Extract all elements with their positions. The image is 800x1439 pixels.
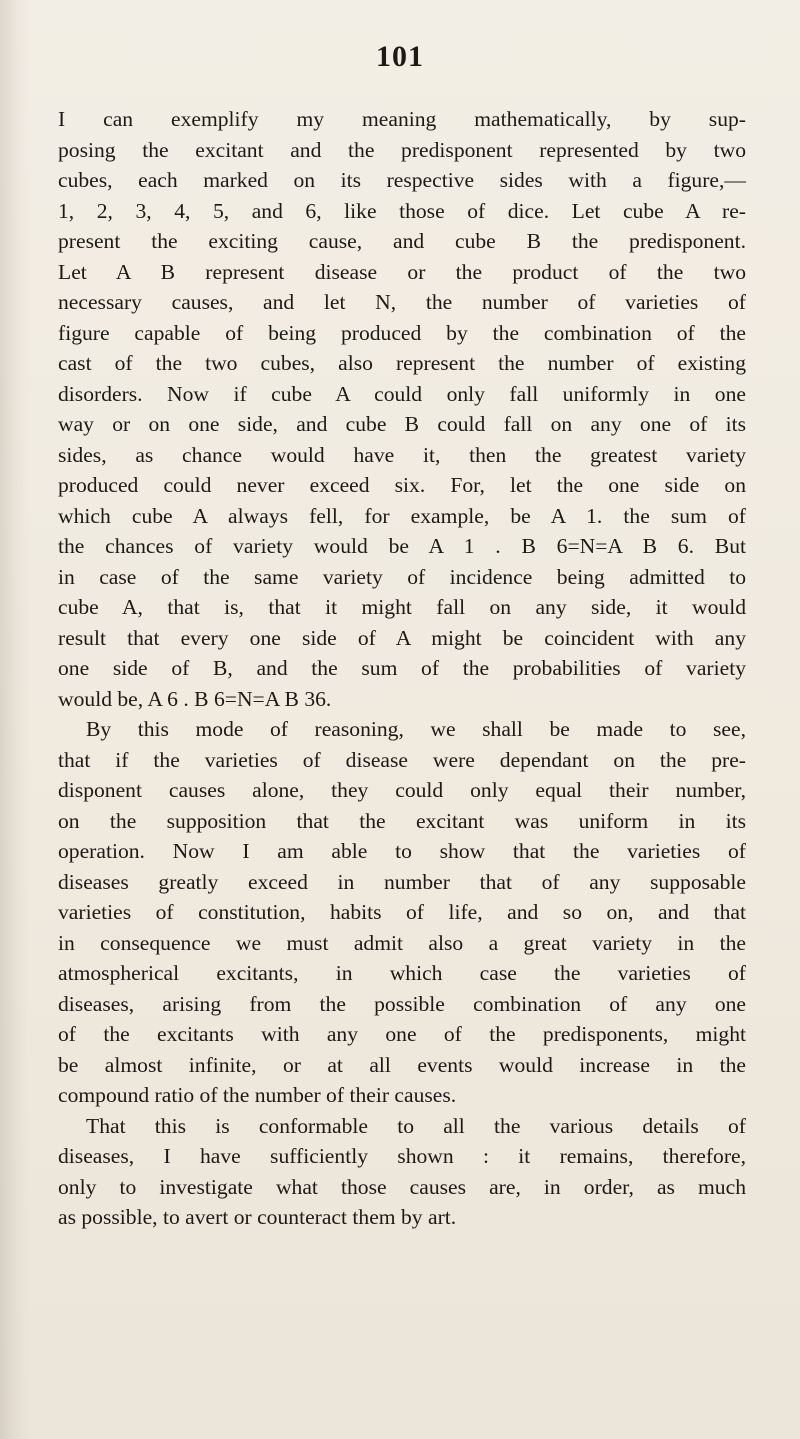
text-line: would be, A 6 . B 6=N=A B 36. — [58, 686, 332, 711]
text-line: one side of B, and the sum of the probabilities of variety — [58, 656, 746, 680]
paragraph-1 — [58, 104, 746, 714]
text-line: cube A, that is, that it might fall on any side, it would — [58, 595, 746, 619]
page-number: 101 — [376, 40, 424, 73]
text-line: varieties of constitution, habits of life, and so on, and that — [58, 900, 746, 924]
text-line: posing the excitant and the predisponent represented by two — [58, 137, 746, 162]
text-line: operation. Now I am able to show that the varieties of — [58, 839, 746, 863]
text-line: diseases, I have sufficiently shown : it remains, therefore, — [58, 1144, 746, 1168]
text-line: disponent causes alone, they could only equal their number, — [58, 778, 746, 802]
text-line: which cube A always fell, for example, be A 1. the sum of — [58, 503, 746, 528]
text-line: diseases greatly exceed in number that of any supposable — [58, 869, 746, 894]
text-line: sides, as chance would have it, then the greatest variety — [58, 442, 746, 467]
text-line: I can exemplify my meaning mathematically, by sup- — [58, 107, 746, 131]
text-line: cubes, each marked on its respective sides with a figure,— — [58, 168, 746, 192]
text-line: be almost infinite, or at all events would increase in the — [58, 1052, 746, 1077]
text-line: compound ratio of the number of their causes. — [58, 1083, 457, 1107]
text-line: the chances of variety would be A 1 . B 6=N=A B 6. But — [58, 534, 746, 558]
text-line: diseases, arising from the possible combination of any one — [58, 991, 746, 1016]
text-line: present the exciting cause, and cube B the predisponent. — [58, 229, 746, 253]
text-line: By this mode of reasoning, we shall be made to see, — [86, 717, 746, 741]
paragraph-2 — [58, 714, 746, 1111]
text-line: figure capable of being produced by the combination of the — [58, 320, 746, 345]
text-line: cast of the two cubes, also represent the number of existing — [58, 351, 746, 375]
text-line: produced could never exceed six. For, let the one side on — [58, 473, 746, 497]
text-line: necessary causes, and let N, the number of varieties of — [58, 290, 746, 314]
text-line: 1, 2, 3, 4, 5, and 6, like those of dice. Let cube A re- — [58, 198, 746, 223]
text-line: in consequence we must admit also a great variety in the — [58, 930, 746, 955]
text-line: that if the varieties of disease were dependant on the pre- — [58, 747, 746, 772]
text-line: way or on one side, and cube B could fall on any one of its — [58, 412, 746, 436]
text-line: atmospherical excitants, in which case the varieties of — [58, 961, 746, 985]
text-line: on the supposition that the excitant was uniform in its — [58, 808, 746, 833]
text-line: result that every one side of A might be coincident with any — [58, 625, 746, 650]
text-line: as possible, to avert or counteract them by art. — [58, 1205, 457, 1229]
body-text — [58, 104, 746, 1233]
text-line: That this is conformable to all the various details of — [86, 1113, 746, 1138]
text-line: in case of the same variety of incidence being admitted to — [58, 564, 746, 589]
text-line: only to investigate what those causes are, in order, as much — [58, 1174, 746, 1199]
text-line: of the excitants with any one of the predisponents, might — [58, 1022, 746, 1046]
text-line: disorders. Now if cube A could only fall uniformly in one — [58, 381, 746, 406]
text-line: Let A B represent disease or the product of the two — [58, 259, 746, 284]
paragraph-3 — [58, 1111, 746, 1233]
